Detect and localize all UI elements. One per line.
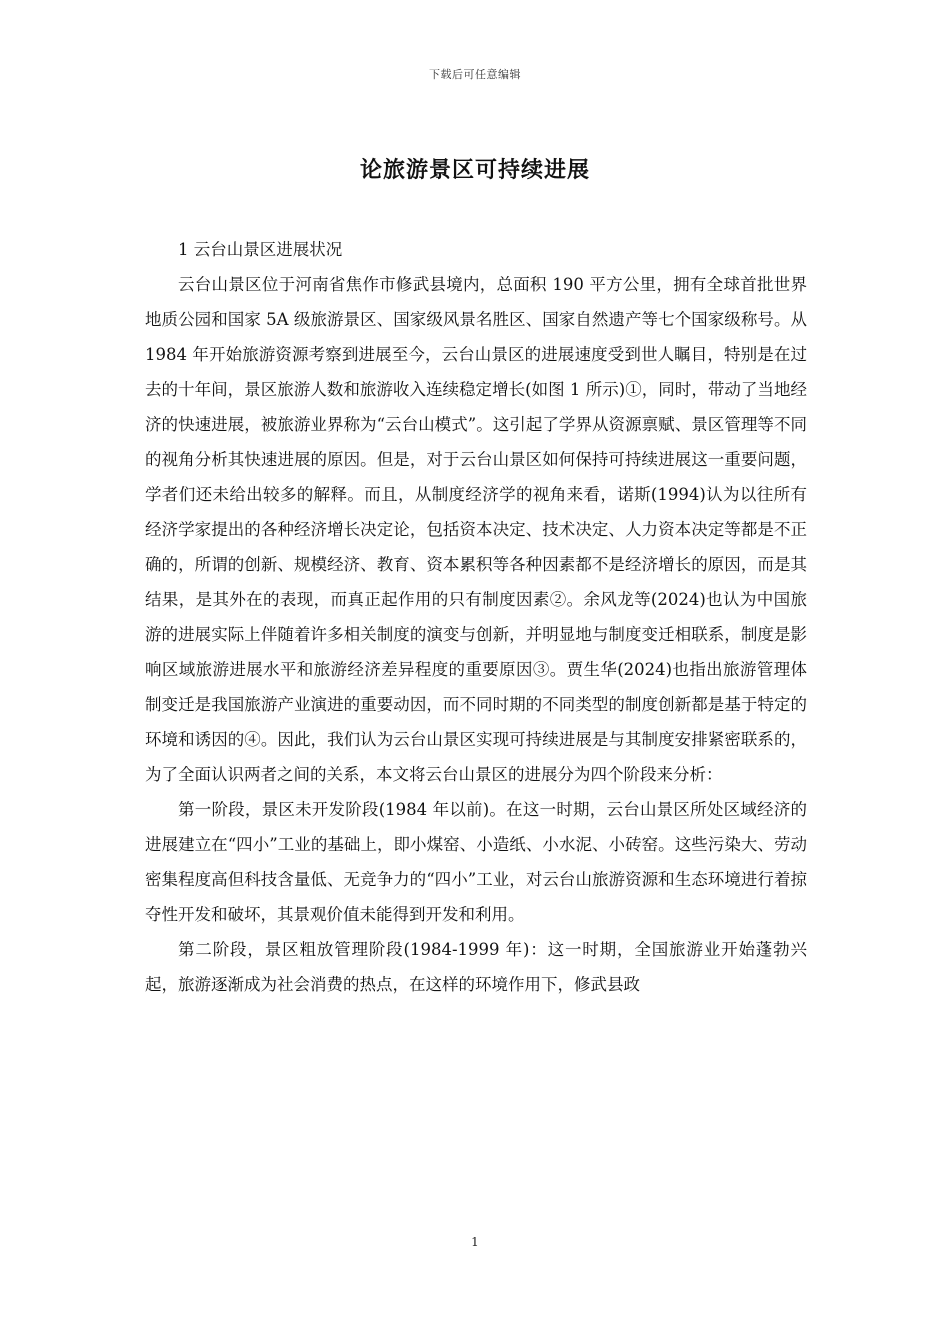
document-body — [145, 232, 807, 1002]
paragraph-intro: 云台山景区位于河南省焦作市修武县境内，总面积 190 平方公里，拥有全球首批世界地质公园和国家 5A 级旅游景区、国家级风景名胜区、国家自然遗产等七个国家级称号。从 1984 年开始旅游资源考察到进展至今，云台山景区的进展速度受到世人瞩目，特别是在过去的十年间，景区旅游人数和旅游收入连续稳定增长(如图 1 所示)①，同时，带动了当地经济的快速进展，被旅游业界称为“云台山模式”。这引起了学界从资源禀赋、景区管理等不同的视角分析其快速进展的原因。但是，对于云台山景区如何保持可持续进展这一重要问题，学者们还未给出较多的解释。而且，从制度经济学的视角来看，诺斯(1994)认为以往所有经济学家提出的各种经济增长决定论，包括资本决定、技术决定、人力资本决定等都是不正确的，所谓的创新、规模经济、教育、资本累积等各种因素都不是经济增长的原因，而是其结果，是其外在的表现，而真正起作用的只有制度因素②。余风龙等(2024)也认为中国旅游的进展实际上伴随着许多相关制度的演变与创新，并明显地与制度变迁相联系，制度是影响区域旅游进展水平和旅游经济差异程度的重要原因③。贾生华(2024)也指出旅游管理体制变迁是我国旅游产业演进的重要动因，而不同时期的不同类型的制度创新都是基于特定的环境和诱因的④。因此，我们认为云台山景区实现可持续进展是与其制度安排紧密联系的，为了全面认识两者之间的关系，本文将云台山景区的进展分为四个阶段来分析： — [145, 275, 807, 784]
paragraph-stage-two: 第二阶段，景区粗放管理阶段(1984-1999 年)：这一时期，全国旅游业开始蓬勃兴起，旅游逐渐成为社会消费的热点，在这样的环境作用下，修武县政 — [145, 940, 807, 994]
page-header: 下载后可任意编辑 — [429, 68, 521, 81]
page-number: 1 — [471, 1235, 479, 1249]
section-heading: 1 云台山景区进展状况 — [178, 240, 343, 259]
paragraph-stage-one: 第一阶段，景区未开发阶段(1984 年以前)。在这一时期，云台山景区所处区域经济的进展建立在“四小”工业的基础上，即小煤窑、小造纸、小水泥、小砖窑。这些污染大、劳动密集程度高但科技含量低、无竞争力的“四小”工业，对云台山旅游资源和生态环境进行着掠夺性开发和破坏，其景观价值未能得到开发和利用。 — [145, 800, 807, 924]
document-title: 论旅游景区可持续进展 — [359, 157, 590, 183]
